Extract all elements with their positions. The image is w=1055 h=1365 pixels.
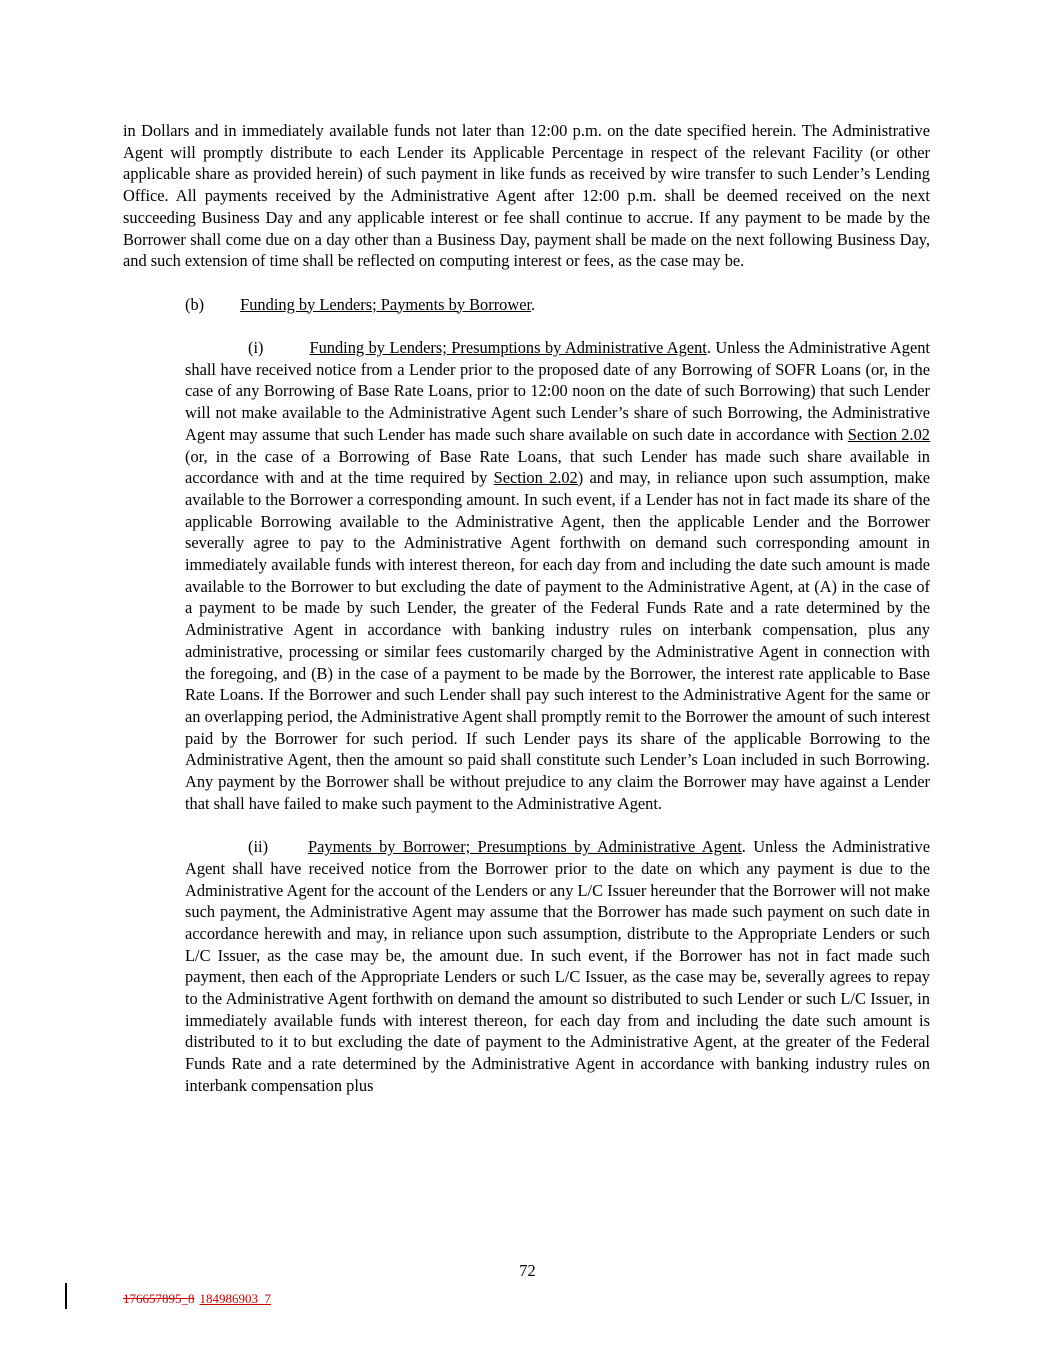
text-run: (or, in the case of a Borrowing of Base Rate Loans, that such Lender has made such share available in accordance with and at the time required by <box>185 446 930 488</box>
text-run: . Unless the Administrative Agent shall have received notice from the Borrower prior to the date on which any payment is due to the Administrative Agent for the account of the Lenders or any L/C Issuer hereunder that the Borrower will not make such payment, the Administrative Agent may assume that the Borrower has made such payment on such date in accordance herewith and may, in reliance upon such assumption, distribute to the Appropriate Lenders or such L/C Issuer, as the case may be, the amount due. In such event, if the Borrower has not in fact made such payment, then each of the Appropriate Lenders or such L/C Issuer, as the case may be, severally agrees to repay to the Administrative Agent forthwith on demand the amount so distributed to such Lender or such L/C Issuer, in immediately available funds with interest thereon, for each day from and including the date such amount is distributed to it to but excluding the date of payment to the Administrative Agent, at the greater of the Federal Funds Rate and a rate determined by the Administrative Agent in accordance with banking industry rules on interbank compensation plus <box>185 837 930 1095</box>
document-body <box>123 120 930 1118</box>
text-run: in Dollars and in immediately available funds not later than 12:00 p.m. on the date specified herein. The Administrative Agent will promptly distribute to each Lender its Applicable Percentage in respect of the relevant Facility (or other applicable share as provided herein) of such payment in like funds as received by wire transfer to such Lender’s Lending Office. All payments received by the Administrative Agent after 12:00 p.m. shall be deemed received on the next succeeding Business Day and any applicable interest or fee shall continue to accrue. If any payment to be made by the Borrower shall come due on a day other than a Business Day, payment shall be made on the next following Business Day, and such extension of time shall be reflected on computing interest or fees, as the case may be. <box>123 121 930 271</box>
text-run: . Unless the Administrative Agent shall have received notice from a Lender prior to the proposed date of any Borrowing of SOFR Loans (or, in the case of any Borrowing of Base Rate Loans, prior to 12:00 noon on the date of such Borrowing) that such Lender will not make available to the Administrative Agent such Lender’s share of such Borrowing, the Administrative Agent may assume that such Lender has made such share available on such date in accordance with <box>185 338 930 444</box>
page-number: 72 <box>519 1261 536 1280</box>
underlined-text: Section 2.02 <box>847 424 930 444</box>
paragraph-payments-general <box>123 120 930 272</box>
change-bar <box>65 1283 67 1309</box>
new-doc-id: 184986903_7 <box>199 1291 271 1306</box>
tab-spacer <box>268 851 308 852</box>
underlined-text: Funding by Lenders; Payments by Borrower <box>240 294 532 314</box>
text-run: ) and may, in reliance upon such assumption, make available to the Borrower a corresponding amount. In such event, if a Lender has not in fact made its share of the applicable Borrowing available to the Administrative Agent, then the applicable Lender and the Borrower severally agree to pay to the Administrative Agent forthwith on demand such corresponding amount in immediately available funds with interest thereon, for each day from and including the date such amount is made available to the Borrower to but excluding the date of payment to the Administrative Agent, at (A) in the case of a payment to be made by such Lender, the greater of the Federal Funds Rate and a rate determined by the Administrative Agent in accordance with banking industry rules on interbank compensation, plus any administrative, processing or similar fees customarily charged by the Administrative Agent in connection with the foregoing, and (B) in the case of a payment to be made by the Borrower, the interest rate applicable to Base Rate Loans. If the Borrower and such Lender shall pay such interest to the Administrative Agent for the same or an overlapping period, the Administrative Agent shall promptly remit to the Borrower the amount of such interest paid by the Borrower for such period. If such Lender pays its share of the applicable Borrowing to the Administrative Agent, then the amount so paid shall constitute such Lender’s Loan included in such Borrowing. Any payment by the Borrower shall be without prejudice to any claim the Borrower may have against a Lender that shall have failed to make such payment to the Administrative Agent. <box>185 468 930 813</box>
text-run: . <box>531 294 536 314</box>
tab-spacer <box>204 309 240 310</box>
underlined-text: Section 2.02 <box>493 468 578 488</box>
old-doc-id: 176657895_8 <box>123 1291 195 1306</box>
text-run: (i) <box>248 338 264 357</box>
footer-doc-ids <box>123 1288 271 1310</box>
text-run: (ii) <box>248 837 269 857</box>
text-run: (b) <box>185 294 205 314</box>
underlined-text: Funding by Lenders; Presumptions by Administrative Agent <box>309 338 707 357</box>
tab-spacer <box>263 352 309 353</box>
paragraph-b-heading <box>123 294 930 316</box>
underlined-text: Payments by Borrower; Presumptions by Administrative Agent <box>308 837 742 857</box>
paragraph-i-funding-by-lenders <box>185 337 930 814</box>
paragraph-ii-payments-by-borrower <box>185 836 930 1096</box>
